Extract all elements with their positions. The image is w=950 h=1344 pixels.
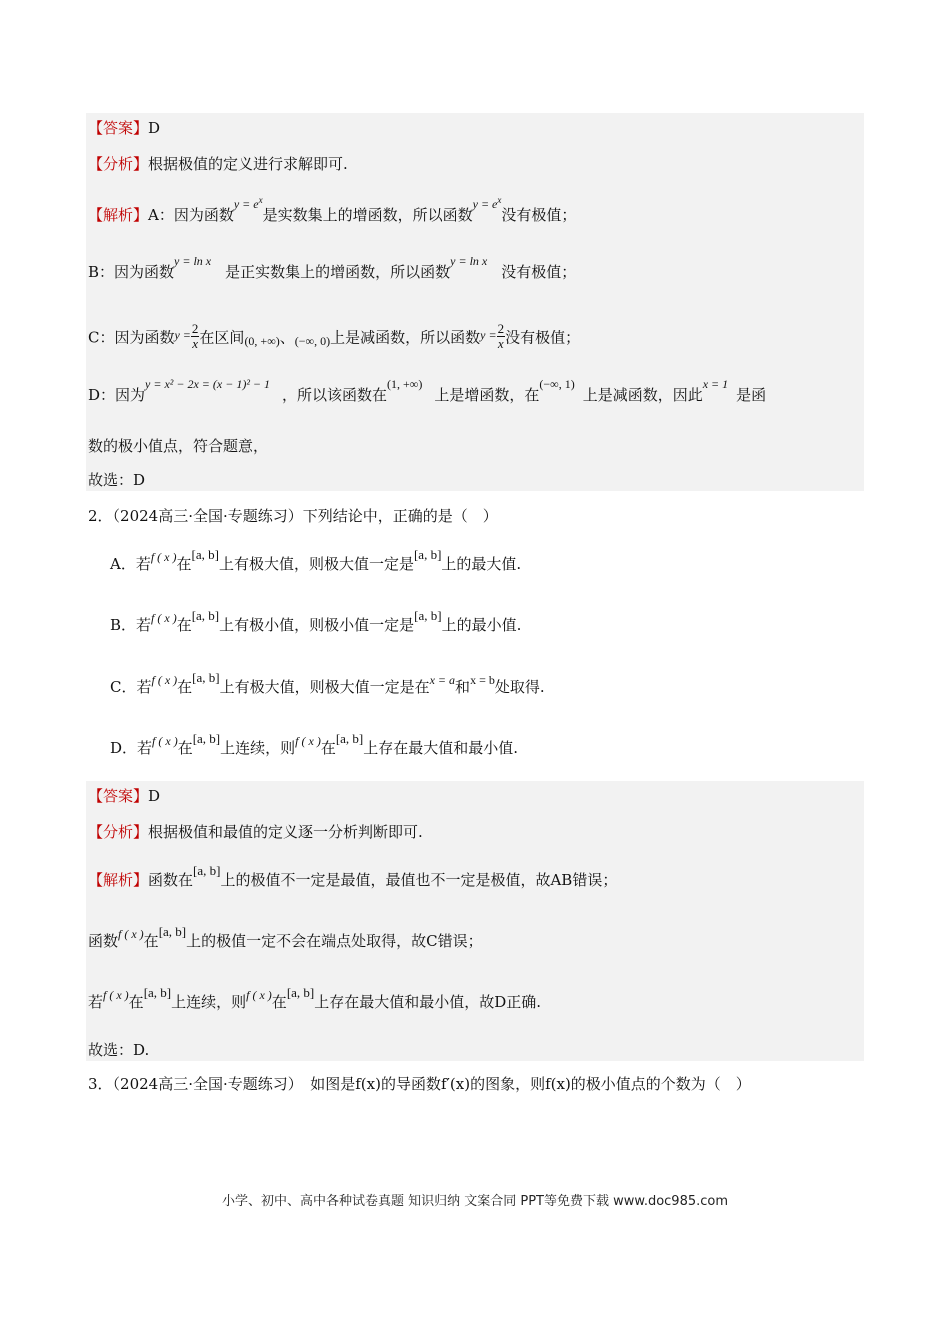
solution-text: 上连续，则 <box>171 993 247 1011</box>
math-exp-2: y = ex <box>472 195 502 211</box>
math-interval-1: (0, +∞) <box>244 333 280 348</box>
option-text: 在 <box>320 739 336 757</box>
math-fx: f ( x ) <box>150 550 177 564</box>
solution-text: 没有极值； <box>501 263 577 281</box>
math-interval-ab: [a, b] <box>286 985 315 1000</box>
solution-line-c <box>88 321 581 353</box>
math-interval-ab: [a, b] <box>191 608 220 623</box>
math-fx: f ( x ) <box>295 734 321 748</box>
solution-tag: 【解析】 <box>88 206 149 224</box>
analysis-tag: 【分析】 <box>88 823 149 841</box>
math-ln-1: y = ln x <box>174 254 212 268</box>
solution-text: A：因为函数 <box>148 206 234 224</box>
math-fx: f ( x ) <box>151 611 177 625</box>
answer-line <box>88 118 160 138</box>
page-footer <box>0 1190 950 1209</box>
math-interval-ab: [a, b] <box>193 863 221 878</box>
solution-text: 上的极值一定不会在端点处取得，故C错误； <box>186 932 483 950</box>
option-text: 上连续，则 <box>220 739 296 757</box>
solution-line-a <box>88 195 577 226</box>
solution-text: 、 <box>279 328 295 347</box>
math-interval-ab: [a, b] <box>413 547 442 562</box>
math-quadratic: y = x² − 2x = (x − 1)² − 1 <box>145 377 271 391</box>
math-interval-ab: [a, b] <box>191 547 219 562</box>
analysis-line <box>88 154 348 174</box>
answer-tag: 【答案】 <box>88 787 149 805</box>
solution-text: 没有极值； <box>505 328 581 347</box>
solution-text: 函数在 <box>148 871 194 889</box>
math-fraction: $\frac{2}{x}$ <box>191 321 199 351</box>
math-exp-1: y = ex <box>233 195 263 211</box>
math-fraction: $\frac{2}{x}$ <box>497 321 505 351</box>
math-interval-ab: [a, b] <box>414 608 442 623</box>
solution-text: 若 <box>88 993 104 1011</box>
analysis-text: 根据极值和最值的定义逐一分析判断即可. <box>148 823 423 841</box>
math-interval-ab: [a, b] <box>158 924 187 939</box>
option-text: 在 <box>177 678 193 696</box>
option-label: B．若 <box>110 616 152 634</box>
solution-text: C：因为函数 <box>88 328 175 347</box>
solution-text: 上的极值不一定是最值，最值也不一定是极值，故AB错误； <box>220 871 618 889</box>
solution-line-3 <box>88 985 542 1013</box>
question-text: 2．（2024高三·全国·专题练习）下列结论中，正确的是（ ） <box>88 507 498 525</box>
option-label: D．若 <box>110 739 153 757</box>
math-x-eq-b: x = b <box>470 673 495 687</box>
solution-text: 没有极值； <box>501 206 577 224</box>
analysis-text: 根据极值的定义进行求解即可. <box>148 155 348 173</box>
math-interval-ab: [a, b] <box>192 731 221 746</box>
solution-text: 在 <box>271 993 287 1011</box>
solution-text: 在 <box>143 932 159 950</box>
math-x-eq-a: x = a <box>429 673 456 687</box>
solution-text: 上是减函数，所以函数 <box>330 328 481 347</box>
answer-line <box>88 786 160 806</box>
solution-text: 上是增函数，在 <box>434 386 540 404</box>
solution-text: 在区间 <box>199 328 245 347</box>
math-fx: f ( x ) <box>151 673 178 687</box>
solution-line-2 <box>88 924 483 952</box>
solution-text: 上存在最大值和最小值，故D正确. <box>314 993 542 1011</box>
math-interval-2: (−∞, 0) <box>294 333 331 348</box>
solution-text: 函数 <box>88 932 119 950</box>
solution-text: ，所以该函数在 <box>282 386 388 404</box>
math-fx: f ( x ) <box>103 988 129 1002</box>
option-text: 处取得. <box>494 678 545 696</box>
option-text: 上有极大值，则极大值一定是 <box>218 555 414 573</box>
math-x-eq-1: x = 1 <box>702 377 729 391</box>
math-interval-ab: [a, b] <box>335 731 364 746</box>
final-text: 故选：D. <box>88 1041 150 1059</box>
solution-tag: 【解析】 <box>88 871 149 889</box>
option-text: 和 <box>455 678 471 696</box>
option-text: 上的最大值. <box>441 555 522 573</box>
solution-text: 在 <box>128 993 144 1011</box>
final-answer-1 <box>88 470 145 490</box>
final-answer-2 <box>88 1040 149 1060</box>
math-interval-ab: [a, b] <box>143 985 172 1000</box>
option-text: 在 <box>176 555 192 573</box>
option-a[interactable] <box>110 547 522 575</box>
question-3-stem <box>88 1074 751 1094</box>
final-text: 故选：D <box>88 471 146 489</box>
solution-text: B：因为函数 <box>88 263 175 281</box>
question-text: 3．（2024高三·全国·专题练习） 如图是f(x)的导函数f′(x)的图象，则f(x)的极小值点的个数为（ ） <box>88 1075 751 1093</box>
math-fx: f ( x ) <box>118 927 144 941</box>
option-c[interactable] <box>110 670 545 698</box>
option-text: 上有极小值，则极小值一定是 <box>219 616 415 634</box>
math-interval-4: (−∞, 1) <box>539 377 575 391</box>
solution-line-1 <box>88 863 618 891</box>
answer-value: D <box>148 119 161 137</box>
analysis-tag: 【分析】 <box>88 155 149 173</box>
option-text: 在 <box>177 739 193 757</box>
option-label: C．若 <box>110 678 152 696</box>
answer-tag: 【答案】 <box>88 119 149 137</box>
solution-line-d <box>88 377 767 406</box>
solution-text: 是正实数集上的增函数，所以函数 <box>225 263 451 281</box>
solution-text: 上是减函数，因此 <box>582 386 703 404</box>
option-text: 上的最小值. <box>441 616 522 634</box>
solution-line-b <box>88 254 577 283</box>
option-text: 在 <box>176 616 192 634</box>
question-2-stem <box>88 506 498 526</box>
math-y: y = <box>480 327 497 342</box>
option-b[interactable] <box>110 608 522 636</box>
option-text: 上有极大值，则极大值一定是在 <box>219 678 430 696</box>
footer-text: 小学、初中、高中各种试卷真题 知识归纳 文案合同 PPT等免费下载 www.doc985.com <box>221 1194 729 1209</box>
math-ln-2: y = ln x <box>450 254 488 268</box>
solution-text: 数的极小值点，符合题意， <box>88 437 269 455</box>
math-fx: f ( x ) <box>246 988 272 1002</box>
answer-value: D <box>148 787 161 805</box>
solution-line-d-cont <box>88 436 268 456</box>
option-d[interactable] <box>110 731 519 759</box>
math-y: y = <box>174 327 191 342</box>
math-interval-ab: [a, b] <box>192 670 220 685</box>
analysis-line <box>88 822 423 842</box>
solution-text: 是实数集上的增函数，所以函数 <box>262 206 473 224</box>
math-fx: f ( x ) <box>152 734 178 748</box>
solution-text: D：因为 <box>88 386 146 404</box>
option-label: A．若 <box>110 555 151 573</box>
solution-text: 是函 <box>736 386 767 404</box>
math-interval-3: (1, +∞) <box>387 377 423 391</box>
option-text: 上存在最大值和最小值. <box>363 739 519 757</box>
